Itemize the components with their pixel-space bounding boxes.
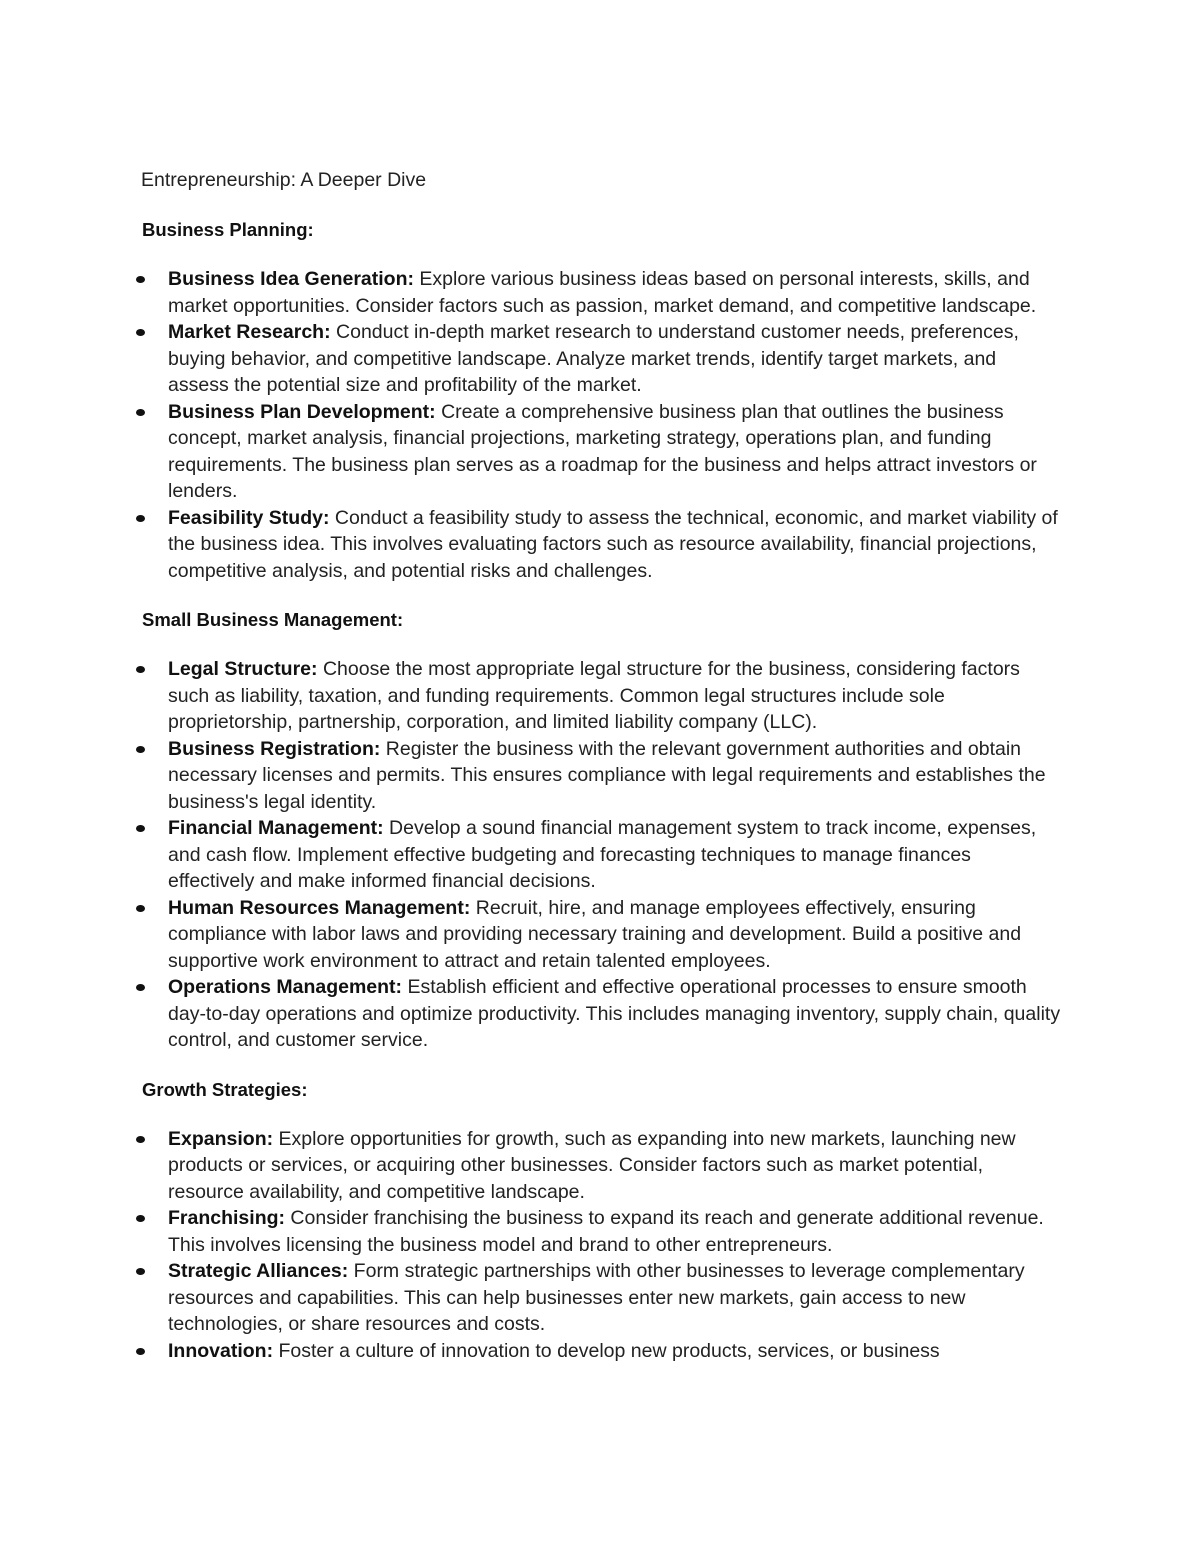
list-item (141, 815, 1061, 895)
list-item (141, 505, 1061, 585)
item-term: Business Registration: (168, 737, 381, 760)
bullet-list-business-planning (141, 266, 1061, 584)
list-item (141, 319, 1061, 399)
section-heading-business-planning: Business Planning: (142, 219, 314, 240)
item-term: Business Idea Generation: (168, 268, 414, 290)
bullet-icon (136, 515, 145, 522)
bullet-list-growth-strategies (141, 1126, 1061, 1365)
bullet-icon (136, 666, 145, 673)
bullet-icon (136, 276, 145, 283)
list-item (141, 1205, 1061, 1258)
item-term: Legal Structure: (168, 658, 318, 680)
item-text: Conduct a feasibility study to assess the technical, economic, and market viability of the business idea. This involves evaluating factors such as resource availability, financial projections, competitive analysis, and potential risks and challenges. (168, 506, 1058, 582)
list-item (141, 736, 1061, 816)
list-item (141, 1258, 1061, 1338)
item-term: Feasibility Study: (168, 506, 330, 529)
item-term: Operations Management: (168, 976, 403, 998)
list-item (141, 656, 1061, 736)
item-text: Consider franchising the business to expand its reach and generate additional revenue. This involves licensing the business model and brand to other entrepreneurs. (168, 1207, 1044, 1256)
item-term: Franchising: (168, 1207, 286, 1229)
list-item (141, 974, 1061, 1054)
bullet-icon (136, 329, 145, 336)
item-term: Expansion: (168, 1127, 274, 1150)
item-text: Conduct in-depth market research to understand customer needs, preferences, buying behavior, and competitive landscape. Analyze market trends, identify target markets, and assess the potential size and profitability of the market. (168, 321, 1019, 396)
section-heading-growth-strategies: Growth Strategies: (142, 1078, 308, 1100)
item-term: Financial Management: (168, 817, 384, 839)
item-text: Explore opportunities for growth, such as expanding into new markets, launching new products or services, or acquiring other businesses. Consider factors such as market potential, resource availability, and competitive landscape. (168, 1127, 1016, 1203)
bullet-icon (136, 1215, 145, 1222)
bullet-icon (136, 825, 145, 832)
bullet-icon (136, 1268, 145, 1275)
item-term: Strategic Alliances: (168, 1260, 349, 1282)
bullet-icon (136, 746, 145, 753)
item-term: Innovation: (168, 1339, 274, 1362)
item-text: Choose the most appropriate legal structure for the business, considering factors such as liability, taxation, and funding requirements. Common legal structures include sole proprietorship, partnership, corporation, and limited liability company (LLC). (168, 658, 1020, 733)
list-item (141, 1338, 1061, 1365)
bullet-icon (136, 905, 145, 912)
section-heading-small-business-management: Small Business Management: (142, 609, 404, 630)
bullet-icon (136, 1136, 145, 1143)
item-term: Market Research: (168, 321, 331, 343)
bullet-icon (136, 1348, 145, 1355)
list-item (141, 895, 1061, 975)
item-term: Human Resources Management: (168, 896, 471, 919)
bullet-list-small-business-management (141, 656, 1061, 1054)
item-text: Form strategic partnerships with other businesses to leverage complementary resources and capabilities. This can help businesses enter new markets, gain access to new technologies, or share resources and costs. (168, 1260, 1025, 1335)
item-text: Develop a sound financial management system to track income, expenses, and cash flow. Implement effective budgeting and forecasting techniques to manage finances effectively and make informed financial decisions. (168, 817, 1037, 892)
document-title: Entrepreneurship: A Deeper Dive (141, 169, 427, 191)
item-text: Establish efficient and effective operational processes to ensure smooth day-to-day operations and optimize productivity. This includes managing inventory, supply chain, quality control, and customer service. (168, 976, 1061, 1051)
list-item (141, 266, 1061, 319)
item-text: Recruit, hire, and manage employees effectively, ensuring compliance with labor laws and providing necessary training and development. Build a positive and supportive work environment to attract and retain talented employees. (168, 896, 1022, 972)
item-text: Create a comprehensive business plan that outlines the business concept, market analysis, financial projections, marketing strategy, operations plan, and funding requirements. The business plan serves as a roadmap for the business and helps attract investors or lenders. (168, 400, 1037, 502)
document-content (141, 166, 1061, 1386)
item-term: Business Plan Development: (168, 400, 436, 423)
item-text: Foster a culture of innovation to develop new products, services, or business (273, 1339, 940, 1362)
bullet-icon (136, 984, 145, 991)
item-text: Register the business with the relevant government authorities and obtain necessary licenses and permits. This ensures compliance with legal requirements and establishes the business's legal identity. (168, 737, 1046, 813)
list-item (141, 1126, 1061, 1206)
item-text: Explore various business ideas based on personal interests, skills, and market opportunities. Consider factors such as passion, market demand, and competitive landscape. (168, 268, 1037, 317)
list-item (141, 399, 1061, 505)
bullet-icon (136, 409, 145, 416)
